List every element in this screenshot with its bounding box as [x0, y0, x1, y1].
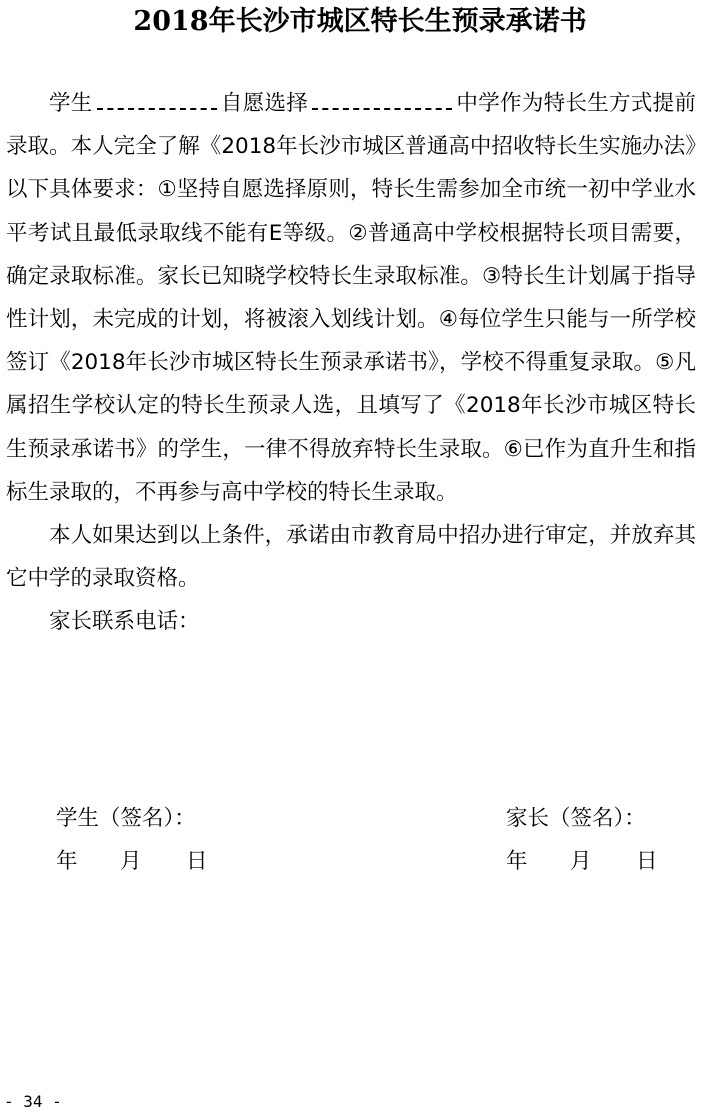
pledge-paragraph: 本人如果达到以上条件，承诺由市教育局中招办进行审定，并放弃其它中学的录取资格。	[6, 523, 696, 592]
student-signature-label: 学生（签名）：	[56, 806, 196, 831]
document-body	[6, 82, 696, 644]
parent-date-year: 年	[506, 849, 528, 874]
school-name-blank[interactable]	[312, 90, 452, 110]
parent-signature-label: 家长（签名）：	[506, 806, 646, 831]
student-date	[56, 847, 208, 877]
choose-label: 自愿选择	[220, 91, 309, 116]
document-title: 2018年长沙市城区特长生预录承诺书	[133, 6, 587, 37]
page-number: - 34 -	[4, 1092, 62, 1111]
parent-date-day: 日	[636, 849, 658, 874]
parent-date-month: 月	[570, 849, 592, 874]
parent-date	[506, 847, 658, 877]
student-date-year: 年	[56, 849, 78, 874]
student-date-day: 日	[186, 849, 208, 874]
student-name-blank[interactable]	[97, 90, 217, 110]
parent-phone-label: 家长联系电话：	[49, 609, 200, 635]
requirements-text: 中学作为特长生方式提前录取。本人完全了解《2018年长沙市城区普通高中招收特长生实施办法》以下具体要求：①坚持自愿选择原则，特长生需参加全市统一初中学业水平考试且最低录取线不能有E等级。②普通高中学校根据特长项目需要，确定录取标准。家长已知晓学校特长生录取标准。③特长生计划属于指导性计划，未完成的计划，将被滚入划线计划。④每位学生只能与一所学校签订《2018年长沙市城区特长生预录承诺书》，学校不得重复录取。⑤凡属招生学校认定的特长生预录人选，且填写了《2018年长沙市城区特长生预录承诺书》的学生，一律不得放弃特长生录取。⑥已作为直升生和指标生录取的，不再参与高中学校的特长生录取。	[6, 91, 696, 505]
student-date-month: 月	[120, 849, 142, 874]
commitment-paragraph	[6, 82, 696, 514]
student-label: 学生	[49, 91, 93, 116]
